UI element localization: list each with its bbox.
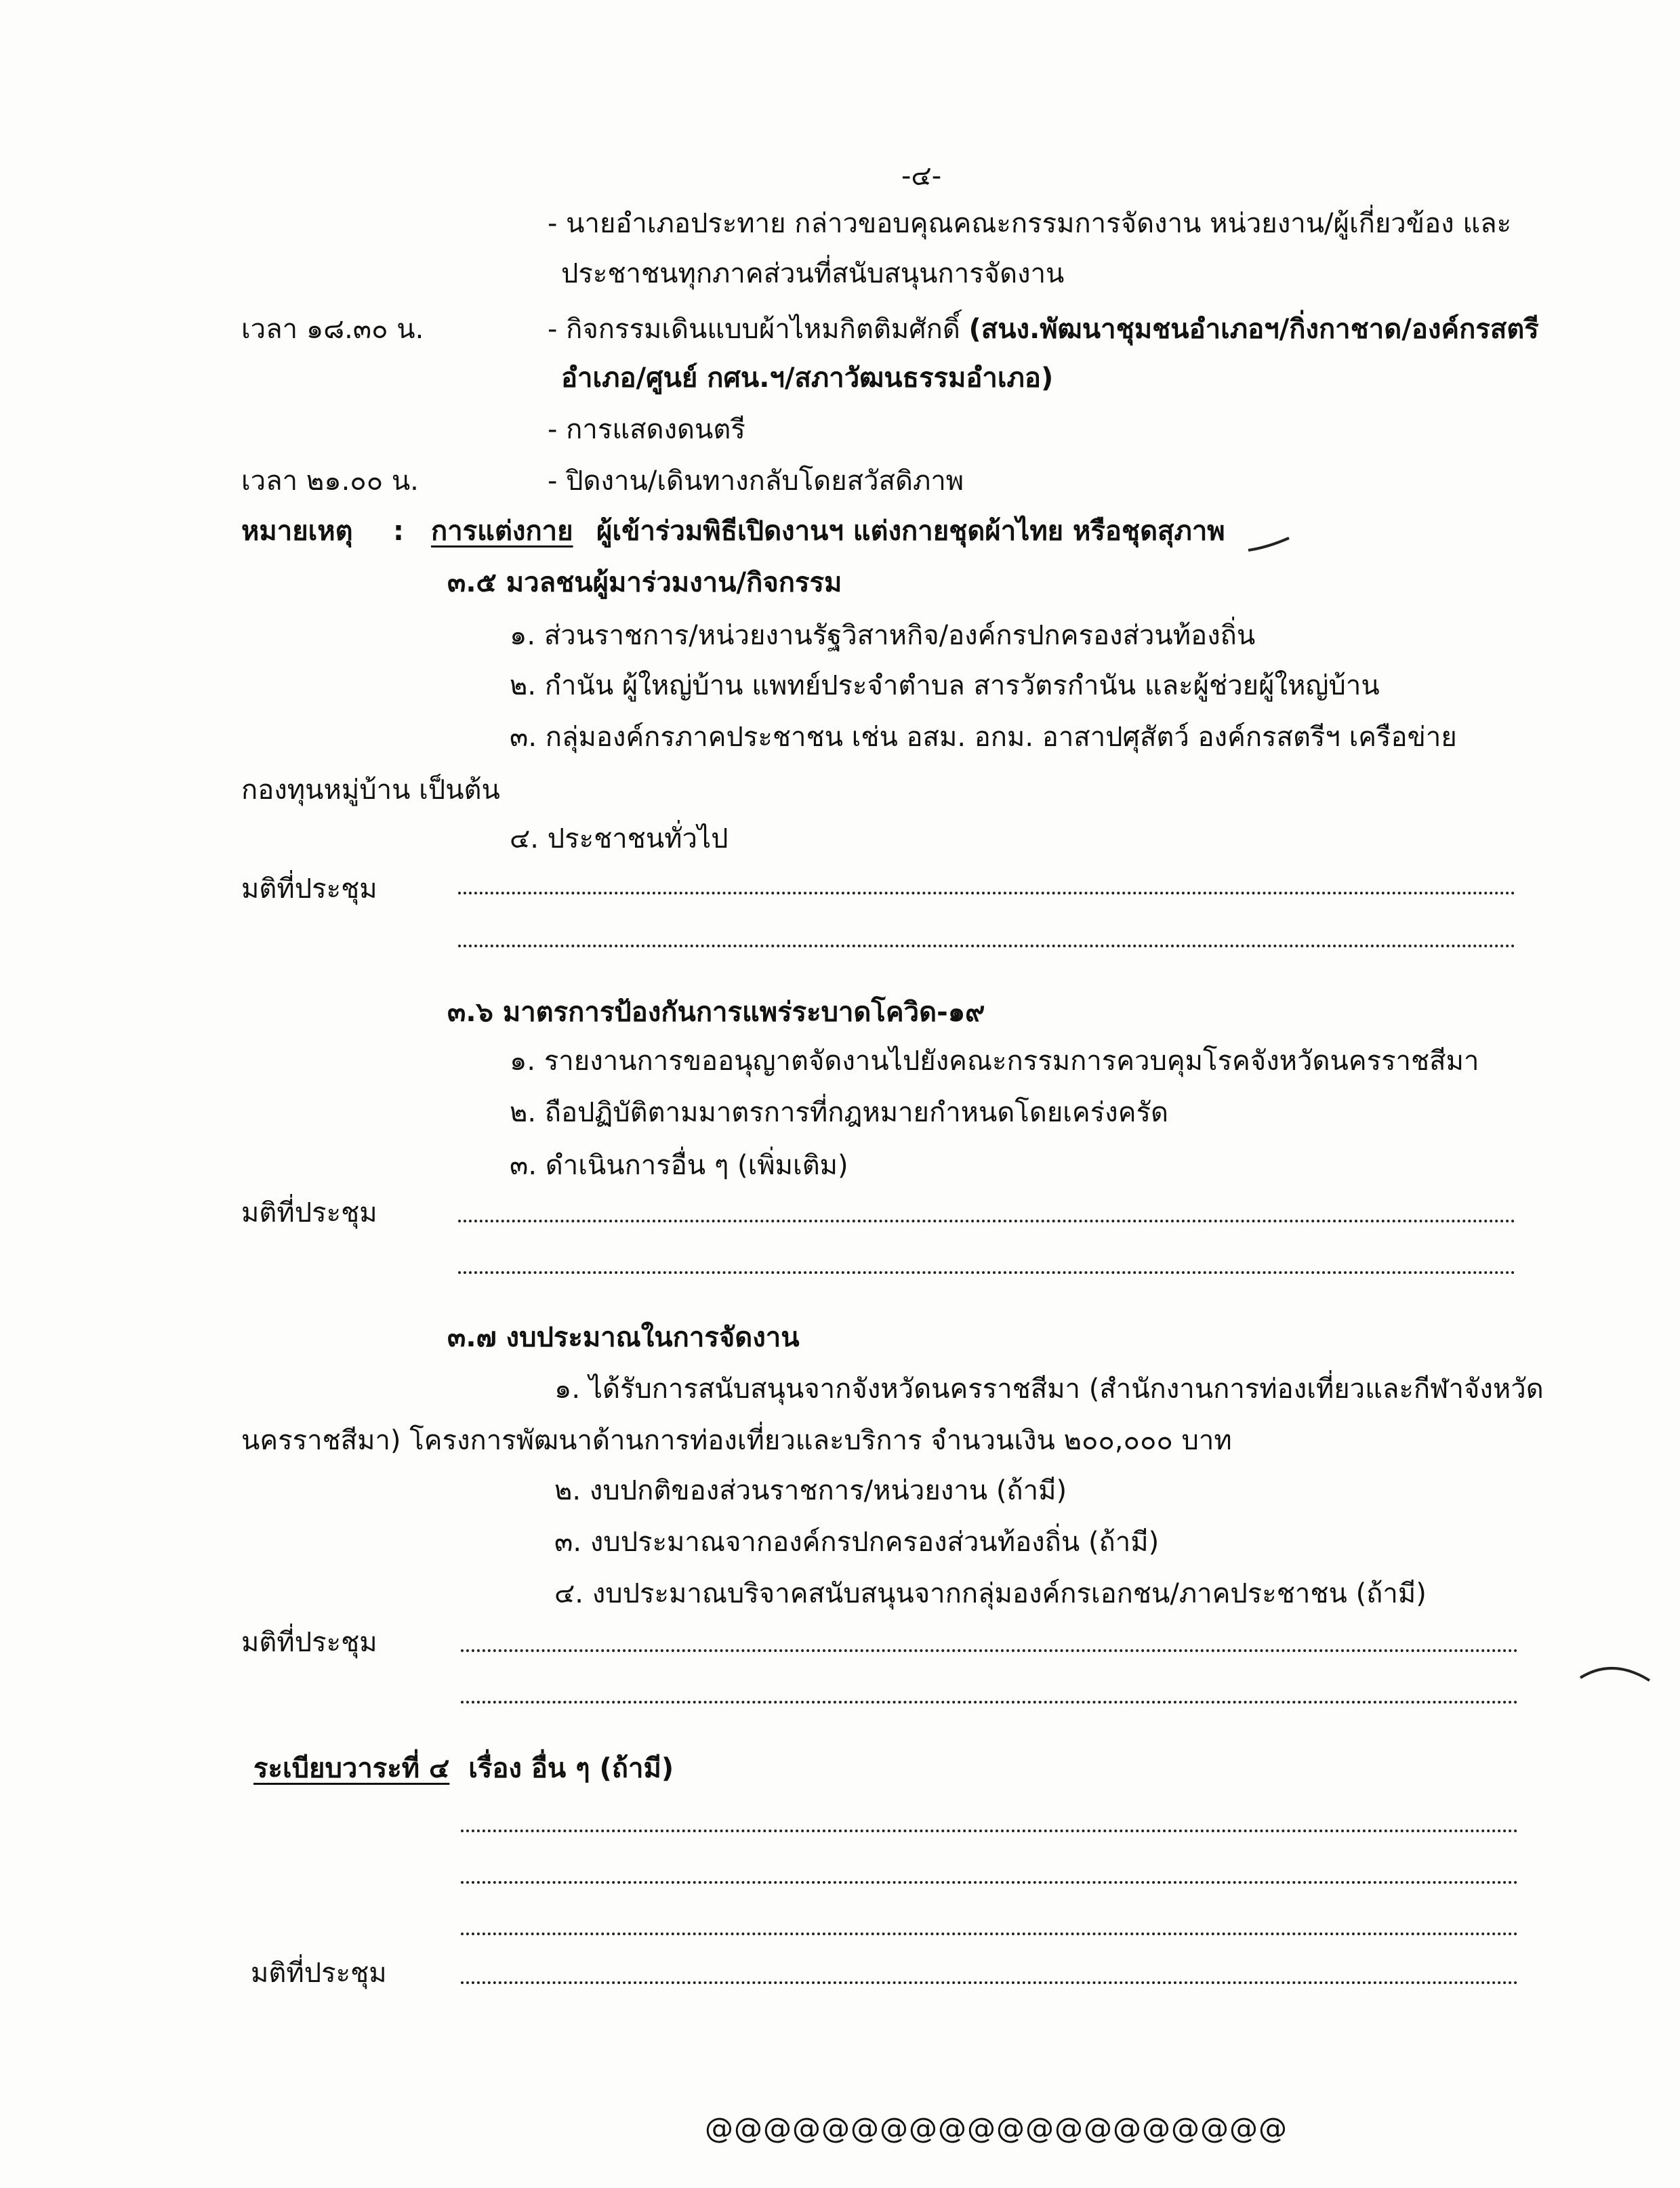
section-35-resolution-label: มติที่ประชุม [241, 873, 377, 905]
section-35-item-3-cont: กองทุนหมู่บ้าน เป็นต้น [241, 775, 500, 806]
schedule-time-1830: เวลา ๑๘.๓๐ น. [241, 314, 424, 345]
schedule-activity-1830 [548, 316, 1539, 343]
agenda-4-number: ระเบียบวาระที่ ๔ [253, 1753, 450, 1784]
section-37-item-2: ๒. งบปกติของส่วนราชการ/หน่วยงาน (ถ้ามี) [554, 1475, 1067, 1506]
note-colon: : [393, 516, 404, 547]
agenda-4-title: เรื่อง อื่น ๆ (ถ้ามี) [468, 1753, 674, 1784]
schedule-activity-text: - กิจกรรมเดินแบบผ้าไหมกิตติมศักดิ์ [548, 314, 969, 345]
section-36-resolution-line-1 [458, 1220, 1515, 1222]
section-37-resolution-line-2 [461, 1701, 1518, 1704]
agenda-4-line-3 [461, 1933, 1518, 1935]
section-37-item-1: ๑. ได้รับการสนับสนุนจากจังหวัดนครราชสีมา (สำนักงานการท่องเที่ยวและกีฬาจังหวัด [554, 1374, 1544, 1405]
end-of-document-mark: @@@@@@@@@@@@@@@@@@@@ [705, 2111, 1288, 2145]
section-36-item-3: ๓. ดำเนินการอื่น ๆ (เพิ่มเติม) [510, 1150, 848, 1181]
section-35-item-1: ๑. ส่วนราชการ/หน่วยงานรัฐวิสาหกิจ/องค์กรปกครองส่วนท้องถิ่น [510, 620, 1256, 651]
schedule-time-2100: เวลา ๒๑.๐๐ น. [241, 466, 419, 497]
section-37-resolution-line-1 [461, 1649, 1518, 1652]
section-36-item-2: ๒. ถือปฏิบัติตามมาตรการที่กฎหมายกำหนดโดยเคร่งครัด [510, 1097, 1168, 1128]
section-35-resolution-line-2 [458, 945, 1515, 947]
section-35-item-2: ๒. กำนัน ผู้ใหญ่บ้าน แพทย์ประจำตำบล สารวัตรกำนัน และผู้ช่วยผู้ใหญ่บ้าน [510, 670, 1380, 701]
section-36-resolution-line-2 [458, 1271, 1515, 1274]
section-37-item-4: ๔. งบประมาณบริจาคสนับสนุนจากกลุ่มองค์กรเอกชน/ภาคประชาชน (ถ้ามี) [554, 1578, 1427, 1609]
agenda-4-resolution-label: มติที่ประชุม [251, 1958, 387, 1989]
agenda-4-line-1 [461, 1830, 1518, 1832]
intro-line-1: - นายอำเภอประทาย กล่าวขอบคุณคณะกรรมการจัดงาน หน่วยงาน/ผู้เกี่ยวข้อง และ [548, 208, 1512, 239]
schedule-closing: - ปิดงาน/เดินทางกลับโดยสวัสดิภาพ [548, 466, 964, 497]
schedule-activity-organizers: (สนง.พัฒนาชุมชนอำเภอฯ/กิ่งกาชาด/องค์กรสตรี [968, 314, 1539, 345]
section-37-resolution-label: มติที่ประชุม [241, 1627, 377, 1658]
section-37-item-3: ๓. งบประมาณจากองค์กรปกครองส่วนท้องถิ่น (ถ้ามี) [554, 1527, 1160, 1558]
note-dress-code-text: ผู้เข้าร่วมพิธีเปิดงานฯ แต่งกายชุดผ้าไทย หรือชุดสุภาพ [596, 516, 1225, 547]
schedule-activity-organizers-cont: อำเภอ/ศูนย์ กศน.ฯ/สภาวัฒนธรรมอำเภอ) [561, 363, 1054, 394]
section-35-item-4: ๔. ประชาชนทั่วไป [510, 823, 729, 854]
agenda-4-resolution-line [461, 1981, 1518, 1984]
section-37-item-1-cont: นครราชสีมา) โครงการพัฒนาด้านการท่องเที่ยวและบริการ จำนวนเงิน ๒๐๐,๐๐๐ บาท [241, 1425, 1232, 1456]
section-35-heading: ๓.๕ มวลชนผู้มาร่วมงาน/กิจกรรม [447, 567, 842, 598]
schedule-music: - การแสดงดนตรี [548, 414, 745, 445]
note-label: หมายเหตุ [241, 516, 353, 547]
intro-line-2: ประชาชนทุกภาคส่วนที่สนับสนุนการจัดงาน [561, 258, 1065, 289]
agenda-4-line-2 [461, 1881, 1518, 1884]
section-36-resolution-label: มติที่ประชุม [241, 1197, 377, 1229]
section-36-item-1: ๑. รายงานการขออนุญาตจัดงานไปยังคณะกรรมการควบคุมโรคจังหวัดนครราชสีมา [510, 1046, 1479, 1077]
agenda-4-heading [253, 1755, 674, 1782]
note-dress-code-label: การแต่งกาย [431, 516, 573, 547]
section-37-heading: ๓.๗ งบประมาณในการจัดงาน [447, 1322, 800, 1353]
section-35-item-3: ๓. กลุ่มองค์กรภาคประชาชน เช่น อสม. อกม. อาสาปศุสัตว์ องค์กรสตรีฯ เครือข่าย [510, 722, 1457, 753]
page-number: -๔- [901, 161, 942, 192]
section-36-heading: ๓.๖ มาตรการป้องกันการแพร่ระบาดโควิด-๑๙ [447, 997, 985, 1028]
section-35-resolution-line-1 [458, 892, 1515, 894]
handwritten-stroke-mark [1579, 1660, 1654, 1687]
handwritten-tick-mark [1247, 535, 1294, 556]
